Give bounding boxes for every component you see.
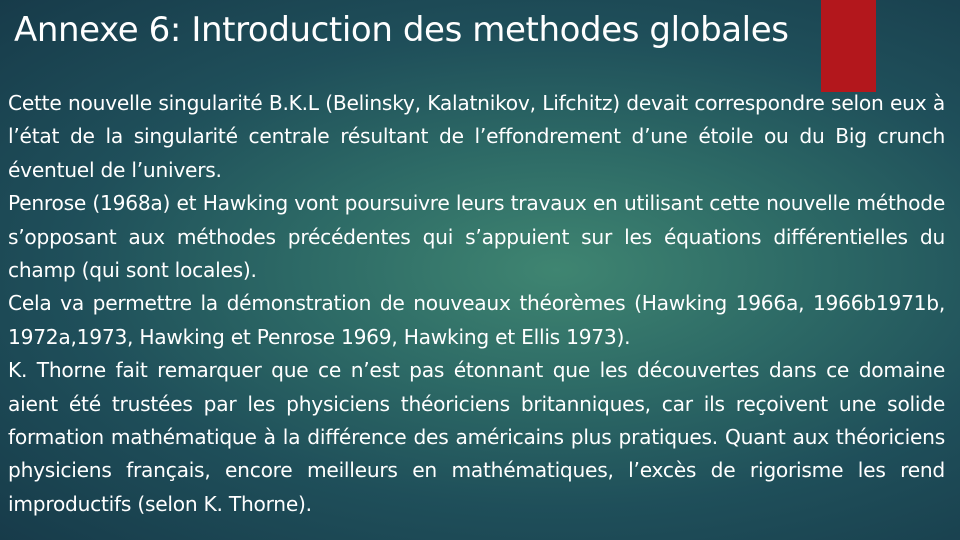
paragraph-bkl-singularity: Cette nouvelle singularité B.K.L (Belinsky, Kalatnikov, Lifchitz) devait correspondre selon eux à l’état de la singularité centrale résultant de l’effondrement d’une étoile ou du Big crunch éventuel de l’univers. — [8, 91, 945, 182]
slide-body — [8, 87, 945, 521]
slide-title: Annexe 6: Introduction des methodes globales — [14, 10, 789, 50]
paragraph-penrose-hawking: Penrose (1968a) et Hawking vont poursuivre leurs travaux en utilisant cette nouvelle méthode s’opposant aux méthodes précédentes qui s’appuient sur les équations différentielles du champ (qui sont locales). — [8, 191, 945, 283]
paragraph-theorems: Cela va permettre la démonstration de nouveaux théorèmes (Hawking 1966a, 1966b1971b, 1972a,1973, Hawking et Penrose 1969, Hawking et Ellis 1973). — [8, 291, 945, 349]
paragraph-thorne-remark: K. Thorne fait remarquer que ce n’est pas étonnant que les découvertes dans ce domaine aient été trustées par les physiciens théoriciens britanniques, car ils reçoivent une solide formation mathématique à la différence des américains plus pratiques. Quant aux théoriciens physiciens français, encore meilleurs en mathématiques, l’excès de rigorisme les rend improductifs (selon K. Thorne). — [8, 358, 945, 516]
accent-bar — [821, 0, 876, 92]
